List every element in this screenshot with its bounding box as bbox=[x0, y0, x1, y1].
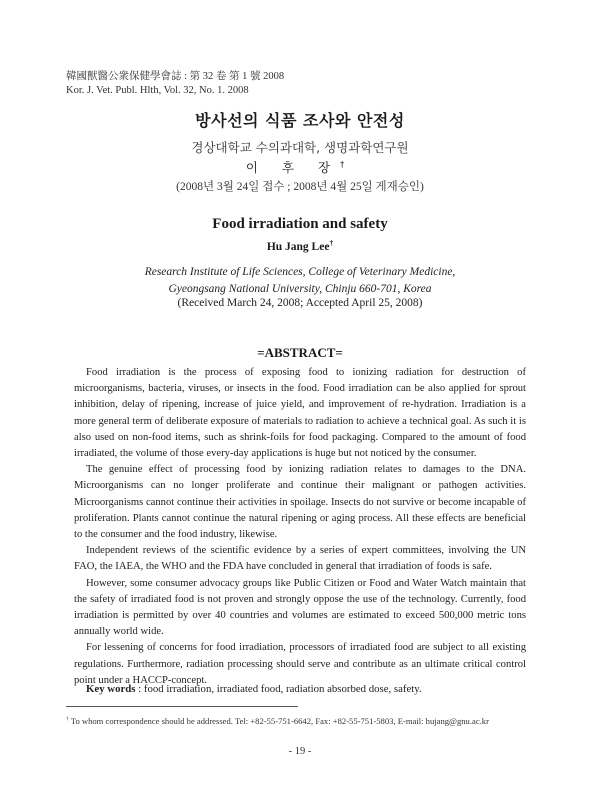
english-received-dates: (Received March 24, 2008; Accepted April 25, 2008) bbox=[177, 297, 423, 309]
footnote-divider bbox=[66, 706, 298, 707]
english-affiliation bbox=[0, 264, 600, 298]
korean-affiliation: 경상대학교 수의과대학, 생명과학연구원 bbox=[191, 140, 409, 155]
keywords-list: : food irradiation, irradiated food, radiation absorbed dose, safety. bbox=[135, 683, 422, 695]
page-number: - 19 - bbox=[288, 746, 312, 757]
english-title: Food irradiation and safety bbox=[212, 216, 388, 232]
english-author-name: Hu Jang Lee bbox=[266, 241, 330, 253]
english-affiliation-line1: Research Institute of Life Sciences, College of Veterinary Medicine, bbox=[144, 266, 456, 278]
correspondence-footnote bbox=[66, 716, 489, 726]
journal-citation bbox=[66, 70, 284, 98]
english-affiliation-line2: Gyeongsang National University, Chinju 660-701, Korea bbox=[168, 283, 432, 295]
journal-citation-korean: 韓國獸醫公衆保健學會誌 : 第 32 卷 第 1 號 2008 bbox=[66, 71, 285, 82]
keywords-label: Key words bbox=[86, 683, 136, 695]
english-author bbox=[0, 238, 600, 253]
abstract-paragraph: However, some consumer advocacy groups like Public Citizen or Food and Water Watch maintain that the safety of irradiated food is not proven and strongly oppose the use of the technology. Currently, food irradiation is permitted by over 40 countries and volumes are estimated to exceed 500,000 metric tons annually world wide. bbox=[74, 577, 526, 638]
footnote-text: To whom correspondence should be addressed. Tel: +82-55-751-6642, Fax: +82-55-751-5803, E-mail: hujang@gnu.ac.kr bbox=[68, 716, 489, 726]
english-author-mark: † bbox=[329, 238, 334, 248]
abstract-paragraph: Food irradiation is the process of exposing food to ionizing radiation for destruction of microorganisms, bacteria, viruses, or insects in the food. Food irradiation can be also applied for sprout inhibition, delay of ripening, increase of juice yield, and improvement of re-hydration. Irradiation is a more general term of deliberate exposure of materials to radiation to achieve a technical goal. As such it is also used on non-food items, such as shrink-foils for food packaging. Compared to the amount of food irradiated, the volume of those every-day applications is huge but not noticed by the consumer. bbox=[74, 367, 526, 460]
keywords bbox=[86, 683, 422, 695]
footnote-mark: † bbox=[66, 716, 69, 723]
korean-author-mark: † bbox=[340, 158, 355, 169]
korean-title: 방사선의 식품 조사와 안전성 bbox=[195, 111, 405, 130]
abstract-paragraph: The genuine effect of processing food by ionizing radiation relates to damages to the DNA. Microorganisms can no longer proliferate and continue their malignant or pathogen activities. Microorganisms cannot continue their activities in spoilage. Insects do not survive or become incapable of proliferation. Plants cannot continue the natural ripening or aging process. All these effects are beneficial to the consumer and the food industry, likewise. bbox=[74, 464, 526, 541]
abstract-body bbox=[74, 365, 526, 689]
abstract-paragraph: Independent reviews of the scientific evidence by a series of expert committees, involving the UN FAO, the IAEA, the WHO and the FDA have concluded in general that irradiation of foods is safe. bbox=[74, 545, 526, 573]
korean-received-dates: (2008년 3월 24일 접수 ; 2008년 4월 25일 게재승인) bbox=[176, 181, 424, 193]
korean-author-name: 이 후 장 bbox=[245, 160, 341, 175]
abstract-heading: =ABSTRACT= bbox=[257, 345, 343, 360]
korean-author bbox=[0, 158, 600, 176]
journal-citation-english: Kor. J. Vet. Publ. Hlth, Vol. 32, No. 1. 2008 bbox=[66, 85, 249, 96]
abstract-paragraph: For lessening of concerns for food irradiation, processors of irradiated food are subject to all existing regulations. Furthermore, radiation processing should serve and contribute as an ultimate critical control point under a HACCP-concept. bbox=[74, 642, 526, 686]
